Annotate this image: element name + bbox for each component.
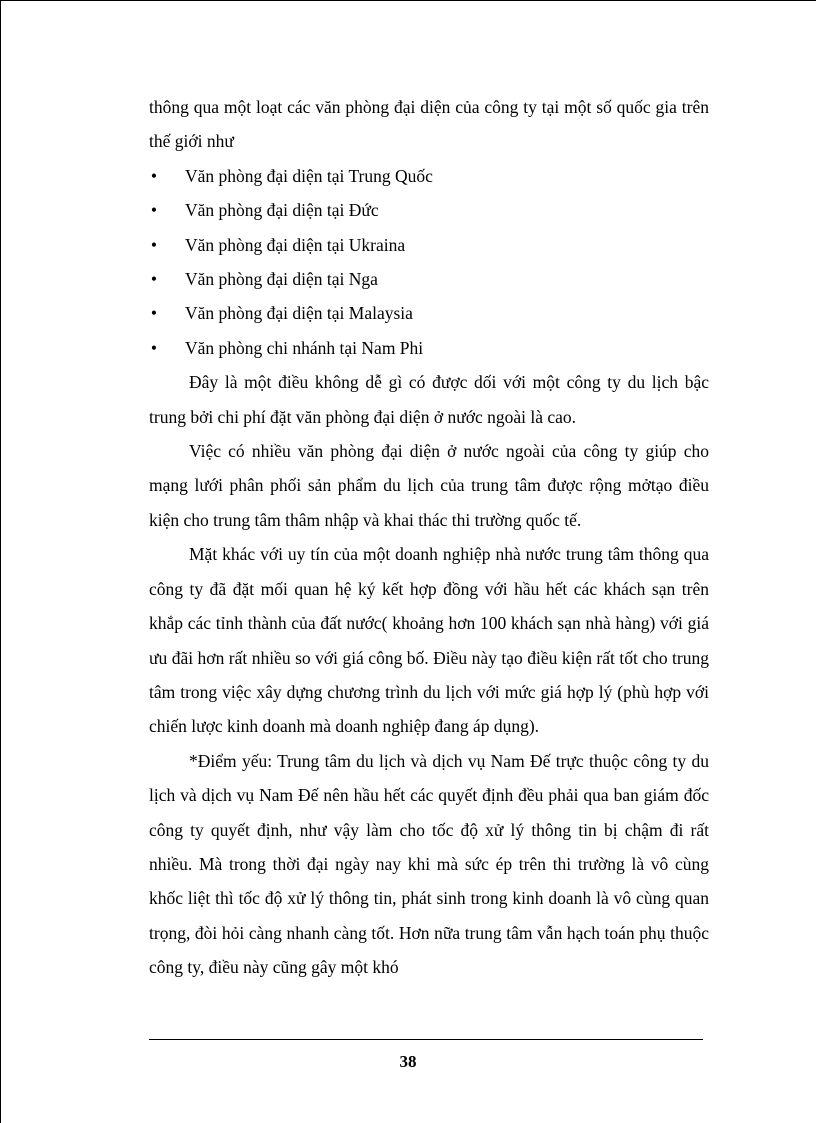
footer-divider bbox=[149, 1039, 703, 1040]
paragraph-hotels: Mặt khác với uy tín của một doanh nghiệp nhà nước trung tâm thông qua công ty đã đặt mối quan hệ ký kết hợp đồng với hầu hết các khách sạn trên khắp các tỉnh thành của đất nước( khoảng hơn 100 khách sạn nhà hàng) với giá ưu đãi hơn rất nhiều so với giá công bố. Điều này tạo điều kiện rất tốt cho trung tâm trong việc xây dựng chương trình du lịch với mức giá hợp lý (phù hợp với chiến lược kinh doanh mà doanh nghiệp đang áp dụng). bbox=[149, 544, 709, 737]
office-label: Văn phòng đại diện tại Đức bbox=[185, 200, 379, 221]
list-item bbox=[149, 331, 709, 365]
office-label: Văn phòng chi nhánh tại Nam Phi bbox=[185, 337, 424, 358]
bullet-icon: • bbox=[150, 303, 158, 324]
bullet-icon: • bbox=[150, 200, 158, 221]
office-label: Văn phòng đại diện tại Malaysia bbox=[185, 303, 413, 324]
page-body bbox=[149, 90, 709, 985]
page-border-left bbox=[0, 0, 1, 1123]
list-item bbox=[149, 159, 709, 193]
paragraph-weakness: *Điểm yếu: Trung tâm du lịch và dịch vụ Nam Đế trực thuộc công ty du lịch và dịch vụ Nam Đế nên hầu hết các quyết định đều phải qua ban giám đốc công ty quyết định, như vậy làm cho tốc độ xử lý thông tin bị chậm đi rất nhiều. Mà trong thời đại ngày nay khi mà sức ép trên thi trường là vô cùng khốc liệt thì tốc độ xử lý thông tin, phát sinh trong kinh doanh là vô cùng quan trọng, đòi hỏi càng nhanh càng tốt. Hơn nữa trung tâm vẫn hạch toán phụ thuộc công ty, điều này cũng gây một khó bbox=[149, 750, 709, 978]
list-item bbox=[149, 228, 709, 262]
paragraph-network: Việc có nhiều văn phòng đại diện ở nước ngoài của công ty giúp cho mạng lưới phân phối sản phẩm du lịch của trung tâm được rộng mởtạo điều kiện cho trung tâm thâm nhập và khai thác thi trường quốc tế. bbox=[149, 441, 709, 530]
page-border-top bbox=[0, 0, 816, 1]
paragraph-cost: Đây là một điều không dễ gì có được dối với một công ty du lịch bậc trung bởi chi phí đặt văn phòng đại diện ở nước ngoài là cao. bbox=[149, 372, 709, 427]
office-label: Văn phòng đại diện tại Nga bbox=[185, 269, 378, 290]
list-item bbox=[149, 262, 709, 296]
bullet-icon: • bbox=[150, 165, 158, 186]
list-item bbox=[149, 296, 709, 330]
page-number: 38 bbox=[399, 1052, 417, 1071]
office-list bbox=[149, 159, 709, 365]
list-item bbox=[149, 193, 709, 227]
bullet-icon: • bbox=[150, 269, 158, 290]
bullet-icon: • bbox=[150, 234, 158, 255]
intro-paragraph: thông qua một loạt các văn phòng đại diện của công ty tại một số quốc gia trên thế giới như bbox=[149, 97, 709, 152]
bullet-icon: • bbox=[150, 337, 158, 358]
office-label: Văn phòng đại diện tại Trung Quốc bbox=[185, 165, 433, 186]
office-label: Văn phòng đại diện tại Ukraina bbox=[185, 234, 406, 255]
